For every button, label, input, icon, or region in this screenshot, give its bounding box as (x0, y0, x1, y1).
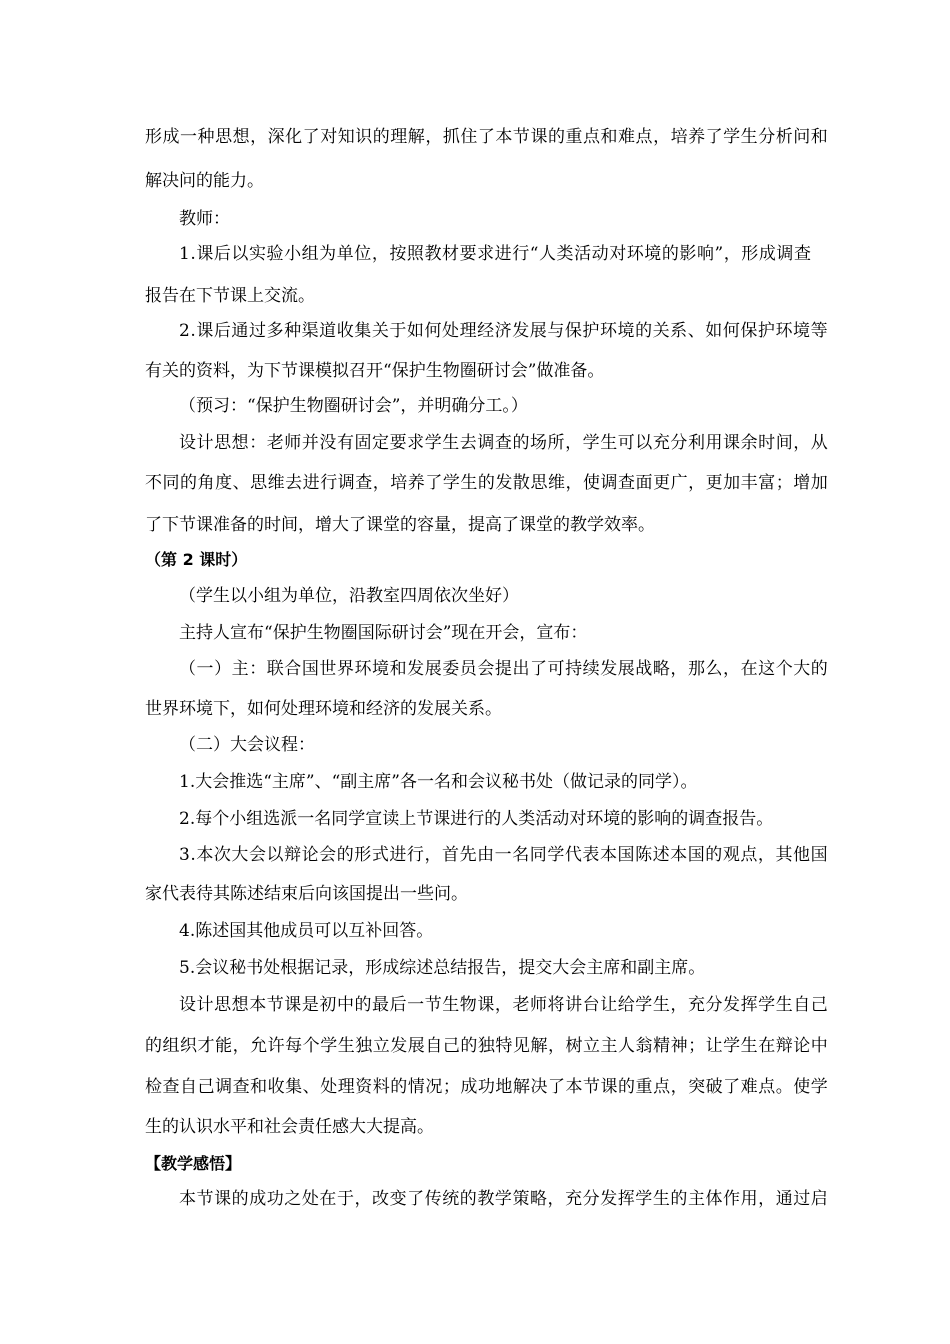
paragraph-line: 设计思想：老师并没有固定要求学生去调查的场所，学生可以充分利用课余时间，从 (179, 433, 829, 453)
paragraph-line: 生的认识水平和社会责任感大大提高。 (145, 1117, 434, 1137)
paragraph-line: 检查自己调查和收集、处理资料的情况；成功地解决了本节课的重点，突破了难点。使学 (145, 1077, 829, 1097)
paragraph-line: 家代表待其陈述结束后向该国提出一些问。 (145, 884, 468, 904)
paragraph-line: 解决问的能力。 (145, 171, 264, 191)
paragraph-line: 4.陈述国其他成员可以互补回答。 (179, 921, 434, 941)
paragraph-line: （一）主：联合国世界环境和发展委员会提出了可持续发展战略，那么，在这个大的 (179, 659, 829, 679)
paragraph-line: 1.大会推选“主席”、“副主席”各一名和会议秘书处（做记录的同学）。 (179, 772, 698, 792)
paragraph-line: 2.课后通过多种渠道收集关于如何处理经济发展与保护环境的关系、如何保护环境等 (179, 321, 829, 341)
paragraph-line: 教师： (179, 209, 230, 229)
section-heading-lesson-2: （第 2 课时） (145, 550, 248, 569)
paragraph-line: 形成一种思想，深化了对知识的理解，抓住了本节课的重点和难点，培养了学生分析问和 (145, 127, 829, 147)
paragraph-line: 2.每个小组选派一名同学宣读上节课进行的人类活动对环境的影响的调查报告。 (179, 809, 774, 829)
paragraph-line: 有关的资料，为下节课模拟召开“保护生物圈研讨会”做准备。 (145, 361, 605, 381)
paragraph-line: 世界环境下，如何处理环境和经济的发展关系。 (145, 699, 502, 719)
paragraph-line: 不同的角度、思维去进行调查，培养了学生的发散思维，使调查面更广，更加丰富；增加 (145, 473, 829, 493)
paragraph-line: 的组织才能，允许每个学生独立发展自己的独特见解，树立主人翁精神；让学生在辩论中 (145, 1036, 829, 1056)
paragraph-line: 3.本次大会以辩论会的形式进行，首先由一名同学代表本国陈述本国的观点，其他国 (179, 845, 829, 865)
paragraph-line: 了下节课准备的时间，增大了课堂的容量，提高了课堂的教学效率。 (145, 515, 655, 535)
paragraph-line: 报告在下节课上交流。 (145, 286, 315, 306)
section-heading-teaching-reflection: 【教学感悟】 (145, 1154, 242, 1173)
paragraph-line: （二）大会议程： (179, 735, 315, 755)
paragraph-line: （预习：“保护生物圈研讨会”，并明确分工。） (179, 396, 528, 416)
paragraph-line: 1.课后以实验小组为单位，按照教材要求进行“人类活动对环境的影响”，形成调查 (179, 244, 812, 264)
paragraph-line: 5.会议秘书处根据记录，形成综述总结报告，提交大会主席和副主席。 (179, 958, 706, 978)
paragraph-line: 本节课的成功之处在于，改变了传统的教学策略，充分发挥学生的主体作用，通过启 (179, 1189, 829, 1209)
paragraph-line: （学生以小组为单位，沿教室四周依次坐好） (179, 586, 519, 606)
paragraph-line: 主持人宣布“保护生物圈国际研讨会”现在开会，宣布： (179, 623, 588, 643)
paragraph-line: 设计思想本节课是初中的最后一节生物课，老师将讲台让给学生，充分发挥学生自己 (179, 995, 829, 1015)
